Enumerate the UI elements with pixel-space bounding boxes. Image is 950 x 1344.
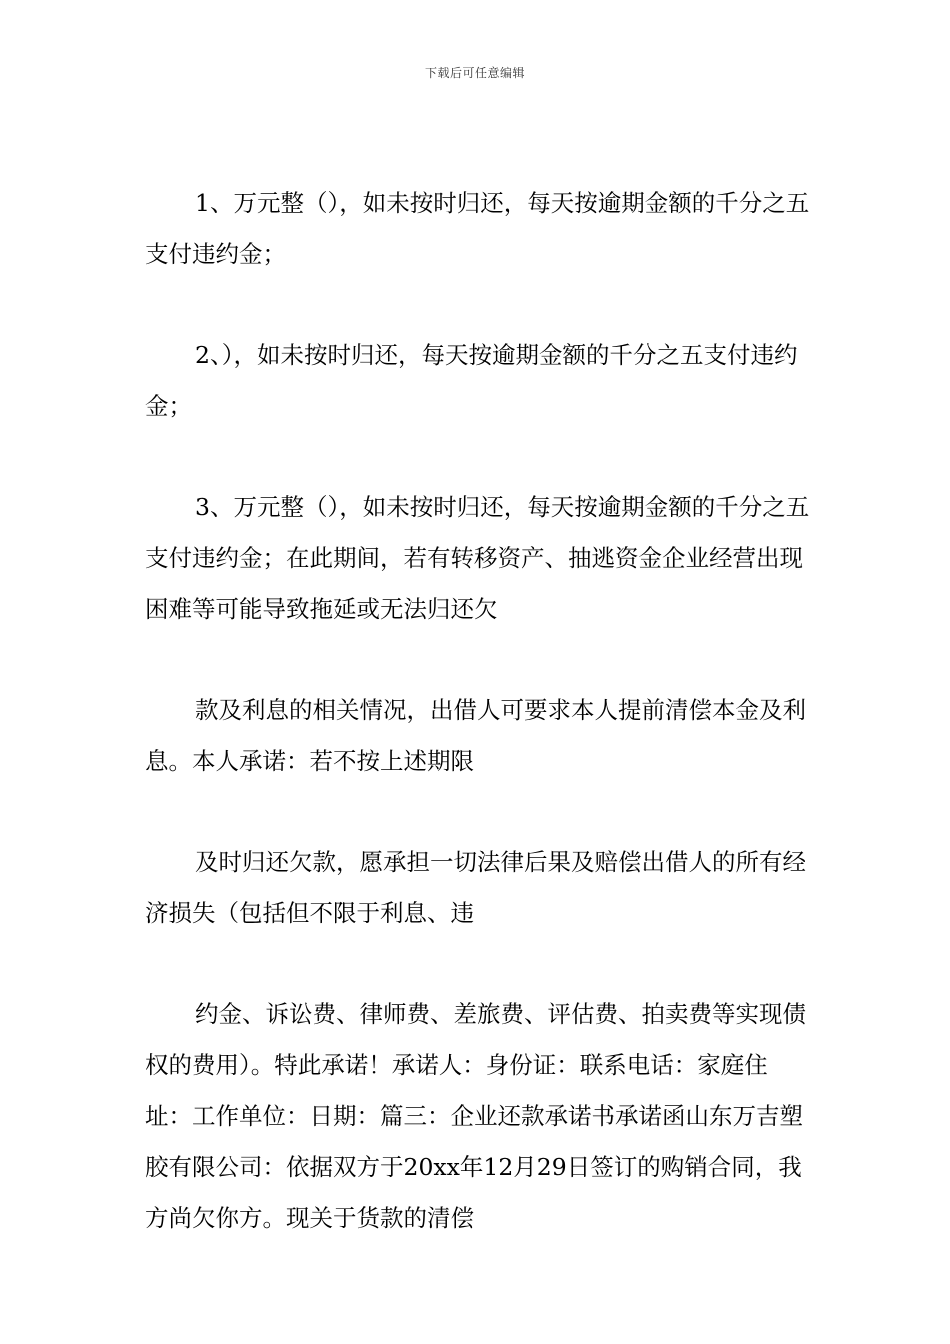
paragraph-4: 款及利息的相关情况，出借人可要求本人提前清偿本金及利息。本人承诺：若不按上述期限 bbox=[145, 696, 806, 775]
page-header-note: 下载后可任意编辑 bbox=[424, 66, 525, 80]
paragraph-2: 2、），如未按时归还，每天按逾期金额的千分之五支付违约金； bbox=[145, 341, 798, 420]
paragraph-5: 及时归还欠款，愿承担一切法律后果及赔偿出借人的所有经济损失（包括但不限于利息、违 bbox=[145, 848, 806, 927]
paragraph-1: 1、万元整（），如未按时归还，每天按逾期金额的千分之五支付违约金； bbox=[145, 189, 810, 268]
document-body bbox=[145, 178, 810, 1244]
paragraph-6: 约金、诉讼费、律师费、差旅费、评估费、拍卖费等实现债权的费用）。特此承诺！承诺人：身份证：联系电话：家庭住址：工作单位：日期：篇三：企业还款承诺书承诺函山东万吉塑胶有限公司：依据双方于20xx年12月29日签订的购销合同，我方尚欠你方。现关于货款的清偿 bbox=[145, 1000, 806, 1232]
paragraph-3: 3、万元整（），如未按时归还，每天按逾期金额的千分之五支付违约金；在此期间，若有转移资产、抽逃资金企业经营出现困难等可能导致拖延或无法归还欠 bbox=[145, 493, 810, 623]
